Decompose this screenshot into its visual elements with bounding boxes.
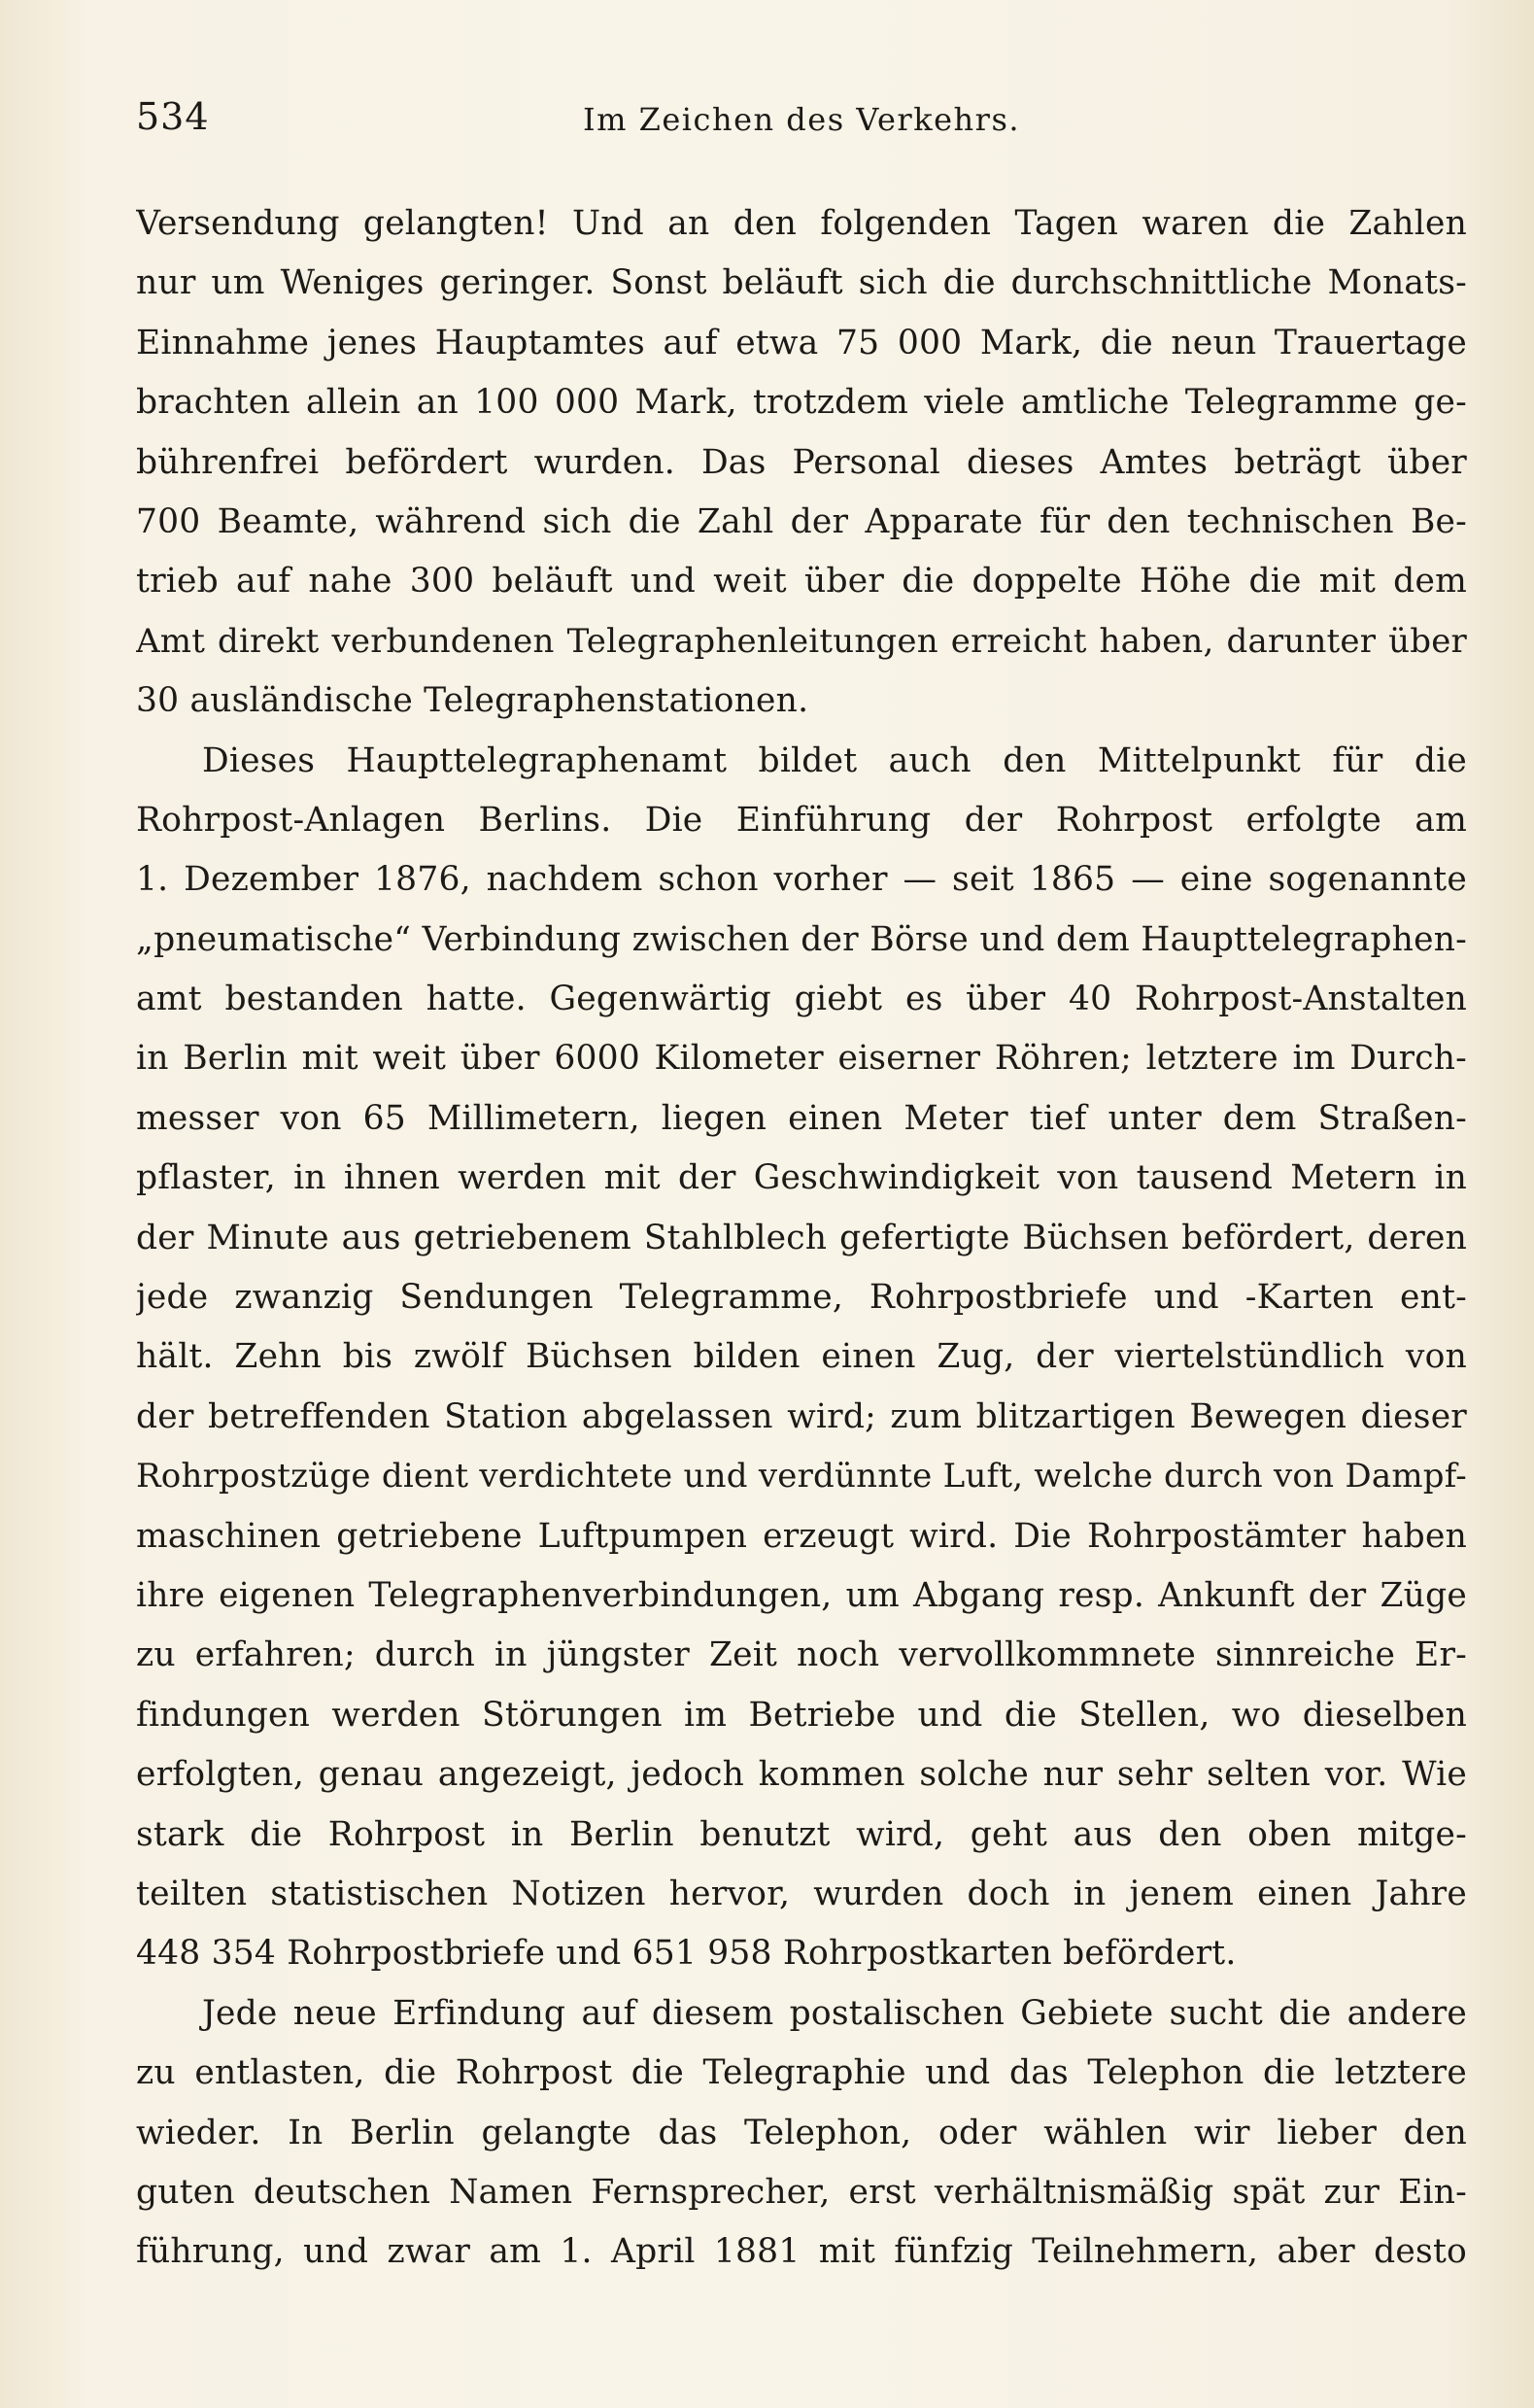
text-line: teilten statistischen Notizen hervor, wurden doch in jenem einen Jahre <box>136 1874 1467 1913</box>
text-line: Amt direkt verbundenen Telegraphenleitungen erreicht haben, darunter über <box>136 621 1467 661</box>
text-line: Jede neue Erfindung auf diesem postalischen Gebiete sucht die andere <box>202 1993 1467 2033</box>
running-title: Im Zeichen des Verkehrs. <box>582 101 1021 138</box>
text-line: erfolgten, genau angezeigt, jedoch kommen solche nur sehr selten vor. Wie <box>136 1755 1467 1795</box>
text-line: der Minute aus getriebenem Stahlblech gefertigte Büchsen befördert, deren <box>136 1218 1467 1257</box>
text-line: zu entlasten, die Rohrpost die Telegraphie und das Telephon die letztere <box>136 2053 1467 2093</box>
text-line: stark die Rohrpost in Berlin benutzt wird, geht aus den oben mitge- <box>136 1814 1467 1854</box>
text-line: guten deutschen Namen Fernsprecher, erst verhältnismäßig spät zur Ein- <box>136 2172 1467 2212</box>
text-line: findungen werden Störungen im Betriebe und die Stellen, wo dieselben <box>136 1695 1467 1735</box>
text-line: Einnahme jenes Hauptamtes auf etwa 75 000 Mark, die neun Trauertage <box>136 323 1467 362</box>
page-header <box>136 95 1467 154</box>
text-line: jede zwanzig Sendungen Telegramme, Rohrpostbriefe und -Karten ent- <box>136 1278 1467 1318</box>
text-line: der betreffenden Station abgelassen wird; zum blitzartigen Bewegen dieser <box>136 1396 1467 1436</box>
text-line: ihre eigenen Telegraphenverbindungen, um Abgang resp. Ankunft der Züge <box>136 1575 1467 1615</box>
text-line: in Berlin mit weit über 6000 Kilometer eiserner Röhren; letztere im Durch- <box>136 1039 1467 1079</box>
text-line: messer von 65 Millimetern, liegen einen Meter tief unter dem Straßen- <box>136 1098 1467 1138</box>
body-text <box>136 194 1467 2283</box>
text-line: Rohrpostzüge dient verdichtete und verdünnte Luft, welche durch von Dampf- <box>136 1457 1467 1496</box>
text-line: „pneumatische“ Verbindung zwischen der Börse und dem Haupttelegraphen- <box>136 919 1467 959</box>
text-line: bührenfrei befördert wurden. Das Personal dieses Amtes beträgt über <box>136 442 1467 482</box>
page-number: 534 <box>136 95 210 138</box>
text-line: amt bestanden hatte. Gegenwärtig giebt es über 40 Rohrpost-Anstalten <box>136 980 1467 1019</box>
text-line: zu erfahren; durch in jüngster Zeit noch vervollkommnete sinnreiche Er- <box>136 1635 1467 1675</box>
text-line: 448 354 Rohrpostbriefe und 651 958 Rohrpostkarten befördert. <box>136 1934 1237 1974</box>
text-line: 700 Beamte, während sich die Zahl der Apparate für den technischen Be- <box>136 501 1467 541</box>
text-line: nur um Weniges geringer. Sonst beläuft sich die durchschnittliche Monats- <box>136 263 1467 303</box>
text-line: Dieses Haupttelegraphenamt bildet auch den Mittelpunkt für die <box>202 740 1467 780</box>
text-line: trieb auf nahe 300 beläuft und weit über die doppelte Höhe die mit dem <box>136 562 1467 602</box>
text-line: brachten allein an 100 000 Mark, trotzdem viele amtliche Telegramme ge- <box>136 383 1467 423</box>
text-line: 1. Dezember 1876, nachdem schon vorher — seit 1865 — eine sogenannte <box>136 860 1467 900</box>
text-line: Rohrpost-Anlagen Berlins. Die Einführung der Rohrpost erfolgte am <box>136 800 1467 840</box>
text-line: hält. Zehn bis zwölf Büchsen bilden einen Zug, der viertelstündlich von <box>136 1337 1467 1377</box>
text-line: 30 ausländische Telegraphenstationen. <box>136 681 809 721</box>
text-line: maschinen getriebene Luftpumpen erzeugt wird. Die Rohrpostämter haben <box>136 1516 1467 1556</box>
text-line: Versendung gelangten! Und an den folgenden Tagen waren die Zahlen <box>136 204 1467 243</box>
text-line: wieder. In Berlin gelangte das Telephon, oder wählen wir lieber den <box>136 2113 1467 2152</box>
text-line: pflaster, in ihnen werden mit der Geschwindigkeit von tausend Metern in <box>136 1158 1467 1198</box>
text-line: führung, und zwar am 1. April 1881 mit fünfzig Teilnehmern, aber desto <box>136 2232 1467 2272</box>
